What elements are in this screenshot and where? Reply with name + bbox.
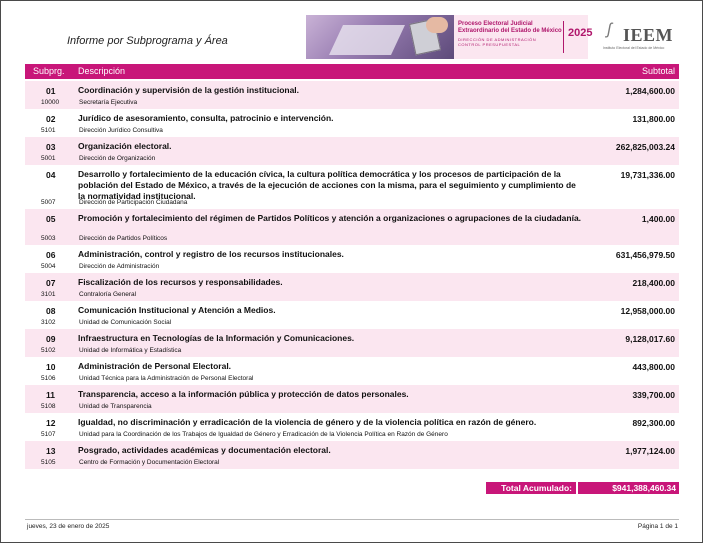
unit-name: Contraloría General <box>79 291 137 298</box>
subprogram-subtotal: 131,800.00 <box>632 114 675 124</box>
banner-line4: CONTROL PRESUPUESTAL <box>458 42 521 47</box>
banner-year: 2025 <box>568 27 593 39</box>
subprogram-subtotal: 631,456,979.50 <box>615 250 675 260</box>
subprogram-name: Coordinación y supervisión de la gestión institucional. <box>78 85 300 95</box>
table-row <box>25 329 679 357</box>
subprogram-code: 08 <box>46 306 56 316</box>
table-row <box>25 301 679 329</box>
subprogram-code: 02 <box>46 114 56 124</box>
unit-name: Dirección de Administración <box>79 263 160 270</box>
subprogram-subtotal: 339,700.00 <box>632 390 675 400</box>
unit-name: Unidad Técnica para la Administración de Personal Electoral <box>79 375 254 382</box>
unit-code: 5003 <box>41 235 56 242</box>
unit-code: 5101 <box>41 127 56 134</box>
unit-name: Dirección Jurídico Consultiva <box>79 127 163 134</box>
subprogram-name: Organización electoral. <box>78 141 172 151</box>
unit-name: Secretaría Ejecutiva <box>79 99 138 106</box>
subprogram-code: 09 <box>46 334 56 344</box>
subprogram-code: 12 <box>46 418 56 428</box>
col-subprg: Subprg. <box>33 66 65 76</box>
subprogram-subtotal: 12,958,000.00 <box>620 306 675 316</box>
unit-name: Unidad de Informática y Estadística <box>79 347 182 354</box>
subprogram-subtotal: 1,284,600.00 <box>625 86 675 96</box>
subprogram-name: Administración de Personal Electoral. <box>78 361 232 371</box>
subprogram-code: 05 <box>46 214 56 224</box>
table-header <box>25 64 679 79</box>
subprogram-name: Fiscalización de los recursos y responsabilidades. <box>78 277 283 287</box>
unit-code: 5108 <box>41 403 56 410</box>
subprogram-code: 10 <box>46 362 56 372</box>
unit-code: 5107 <box>41 431 56 438</box>
col-subtotal: Subtotal <box>641 66 675 76</box>
subprogram-code: 13 <box>46 446 56 456</box>
subprogram-name: Infraestructura en Tecnologías de la Información y Comunicaciones. <box>78 333 355 343</box>
unit-code: 5004 <box>41 263 56 270</box>
unit-name: Dirección de Partidos Políticos <box>79 235 168 242</box>
table-row <box>25 209 679 245</box>
subprogram-code: 04 <box>46 170 56 180</box>
unit-code: 5102 <box>41 347 56 354</box>
table-row <box>25 81 679 109</box>
grand-total-value: $941,388,460.34 <box>578 482 679 494</box>
unit-code: 3101 <box>41 291 56 298</box>
subprogram-name: Promoción y fortalecimiento del régimen de Partidos Políticos y atención a organizaciones o agrupaciones de la ciudadanía. <box>78 213 582 223</box>
unit-code: 5001 <box>41 155 56 162</box>
unit-code: 10000 <box>41 99 60 106</box>
unit-name: Unidad de Comunicación Social <box>79 319 172 326</box>
subprogram-name: Jurídico de asesoramiento, consulta, patrocinio e intervención. <box>78 113 334 123</box>
banner-text <box>458 21 563 47</box>
col-desc: Descripción <box>78 66 126 76</box>
logo-subtext: Instituto Electoral del Estado de México <box>603 46 665 50</box>
report-title: Informe por Subprograma y Área <box>67 35 228 47</box>
subprogram-subtotal: 262,825,003.24 <box>615 142 675 152</box>
logo-mark-icon: ʃ <box>607 21 612 38</box>
table-row <box>25 137 679 165</box>
banner-line2: Extraordinario del Estado de México <box>458 28 562 34</box>
table-row <box>25 413 679 441</box>
footer-date: jueves, 23 de enero de 2025 <box>27 523 110 530</box>
unit-code: 3102 <box>41 319 56 326</box>
subprogram-code: 03 <box>46 142 56 152</box>
subprogram-subtotal: 892,300.00 <box>632 418 675 428</box>
unit-name: Unidad para la Coordinación de los Trabajos de Igualdad de Género y Erradicación de la Violencia Política en Razón de Género <box>79 431 448 438</box>
table-row <box>25 357 679 385</box>
banner-photo <box>306 15 454 59</box>
unit-code: 5105 <box>41 459 56 466</box>
table-row <box>25 165 679 209</box>
banner-line1: Proceso Electoral Judicial <box>458 21 533 27</box>
table-row <box>25 441 679 469</box>
subprogram-subtotal: 1,400.00 <box>641 214 675 224</box>
subprogram-name: Igualdad, no discriminación y erradicación de la violencia de género y de la violencia política en razón de género. <box>78 417 537 427</box>
unit-name: Unidad de Transparencia <box>79 403 152 410</box>
banner-divider <box>563 21 564 53</box>
banner-line3: DIRECCIÓN DE ADMINISTRACIÓN <box>458 37 537 42</box>
subprogram-subtotal: 1,977,124.00 <box>625 446 675 456</box>
unit-code: 5106 <box>41 375 56 382</box>
unit-code: 5007 <box>41 199 56 206</box>
logo-text: IEEM <box>623 25 674 45</box>
subprogram-code: 07 <box>46 278 56 288</box>
header-banner <box>306 15 593 59</box>
unit-name: Centro de Formación y Documentación Electoral <box>79 459 220 466</box>
grand-total-label: Total Acumulado: <box>486 482 576 494</box>
subprogram-code: 06 <box>46 250 56 260</box>
table-row <box>25 273 679 301</box>
footer-divider <box>25 519 679 520</box>
subprogram-code: 11 <box>46 390 55 400</box>
table-body <box>25 81 679 469</box>
table-row <box>25 109 679 137</box>
subprogram-subtotal: 9,128,017.60 <box>625 334 675 344</box>
unit-name: Dirección de Organización <box>79 155 156 162</box>
subprogram-name: Desarrollo y fortalecimiento de la educación cívica, la cultura política democrática y los procesos de participación de la población del Estado de México, a través de la ejecución de acciones con la misma, para el seguimiento y cumplimiento de la normatividad institucional. <box>78 169 576 201</box>
subprogram-name: Administración, control y registro de los recursos institucionales. <box>78 249 344 259</box>
subprogram-name: Transparencia, acceso a la información pública y protección de datos personales. <box>78 389 409 399</box>
footer-page: Página 1 de 1 <box>637 523 678 530</box>
table-row <box>25 245 679 273</box>
table-row <box>25 385 679 413</box>
unit-name: Dirección de Participación Ciudadana <box>79 199 188 206</box>
subprogram-subtotal: 218,400.00 <box>632 278 675 288</box>
subprogram-name: Posgrado, actividades académicas y documentación electoral. <box>78 445 331 455</box>
subprogram-code: 01 <box>46 86 56 96</box>
subprogram-name: Comunicación Institucional y Atención a Medios. <box>78 305 276 315</box>
subprogram-subtotal: 19,731,336.00 <box>620 170 675 180</box>
ieem-logo <box>601 19 673 53</box>
subprogram-subtotal: 443,800.00 <box>632 362 675 372</box>
